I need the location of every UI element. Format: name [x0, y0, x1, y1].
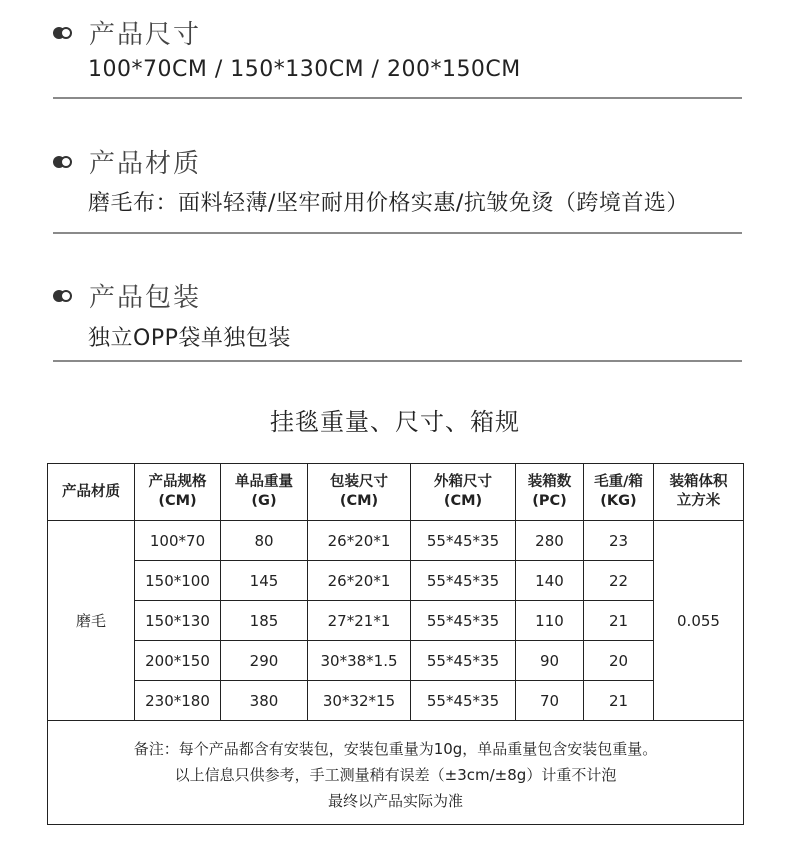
spec-cell: 230*180	[135, 681, 221, 721]
note-line: 最终以产品实际为准	[327, 791, 463, 810]
table-title: 挂毯重量、尺寸、箱规	[270, 408, 520, 436]
box-cell: 55*45*35	[411, 641, 516, 681]
box-cell: 55*45*35	[411, 601, 516, 641]
divider	[53, 360, 742, 362]
header-cell: 毛重/箱 (KG)	[584, 464, 654, 521]
gross-cell: 21	[584, 601, 654, 641]
qty-cell: 70	[516, 681, 584, 721]
section-body: 磨毛布：面料轻薄/坚牢耐用价格实惠/抗皱免烫（跨境首选）	[88, 191, 689, 216]
header-cell: 包装尺寸 (CM)	[308, 464, 411, 521]
weight-cell: 380	[221, 681, 308, 721]
table-notes-row	[48, 721, 744, 825]
table-header-row	[48, 464, 744, 521]
bullet-icon	[53, 25, 75, 41]
section-header	[53, 143, 201, 180]
table-row	[48, 601, 744, 641]
gross-cell: 21	[584, 681, 654, 721]
gross-cell: 23	[584, 521, 654, 561]
material-cell: 磨毛	[48, 521, 135, 721]
gross-cell: 22	[584, 561, 654, 601]
section-title: 产品包装	[89, 283, 202, 313]
section-title: 产品材质	[89, 149, 202, 179]
box-cell: 55*45*35	[411, 521, 516, 561]
pack-cell: 27*21*1	[308, 601, 411, 641]
table-row	[48, 561, 744, 601]
divider	[53, 232, 742, 234]
box-cell: 55*45*35	[411, 561, 516, 601]
spec-table	[47, 463, 744, 825]
section-header	[53, 14, 201, 51]
qty-cell: 280	[516, 521, 584, 561]
table-row	[48, 641, 744, 681]
volume-cell: 0.055	[654, 521, 744, 721]
qty-cell: 90	[516, 641, 584, 681]
divider	[53, 97, 742, 99]
spec-cell: 150*130	[135, 601, 221, 641]
weight-cell: 80	[221, 521, 308, 561]
bullet-icon	[53, 154, 75, 170]
section-title: 产品尺寸	[89, 20, 202, 50]
header-cell: 装箱体积 立方米	[654, 464, 744, 521]
spec-cell: 200*150	[135, 641, 221, 681]
section-body: 独立OPP袋单独包装	[88, 326, 291, 351]
gross-cell: 20	[584, 641, 654, 681]
notes-cell	[48, 721, 744, 825]
pack-cell: 26*20*1	[308, 521, 411, 561]
qty-cell: 110	[516, 601, 584, 641]
bullet-icon	[53, 288, 75, 304]
section-header	[53, 277, 201, 314]
section-body: 100*70CM / 150*130CM / 200*150CM	[88, 57, 521, 82]
qty-cell: 140	[516, 561, 584, 601]
table-row	[48, 521, 744, 561]
weight-cell: 145	[221, 561, 308, 601]
weight-cell: 185	[221, 601, 308, 641]
header-cell: 产品材质	[48, 464, 135, 521]
header-cell: 单品重量 (G)	[221, 464, 308, 521]
pack-cell: 30*38*1.5	[308, 641, 411, 681]
note-line: 以上信息只供参考，手工测量稍有误差（±3cm/±8g）计重不计泡	[174, 765, 617, 784]
weight-cell: 290	[221, 641, 308, 681]
pack-cell: 30*32*15	[308, 681, 411, 721]
table-row	[48, 681, 744, 721]
header-cell: 产品规格 (CM)	[135, 464, 221, 521]
pack-cell: 26*20*1	[308, 561, 411, 601]
spec-cell: 100*70	[135, 521, 221, 561]
header-cell: 装箱数 (PC)	[516, 464, 584, 521]
note-line: 备注：每个产品都含有安装包，安装包重量为10g，单品重量包含安装包重量。	[133, 739, 658, 758]
spec-cell: 150*100	[135, 561, 221, 601]
box-cell: 55*45*35	[411, 681, 516, 721]
header-cell: 外箱尺寸 (CM)	[411, 464, 516, 521]
